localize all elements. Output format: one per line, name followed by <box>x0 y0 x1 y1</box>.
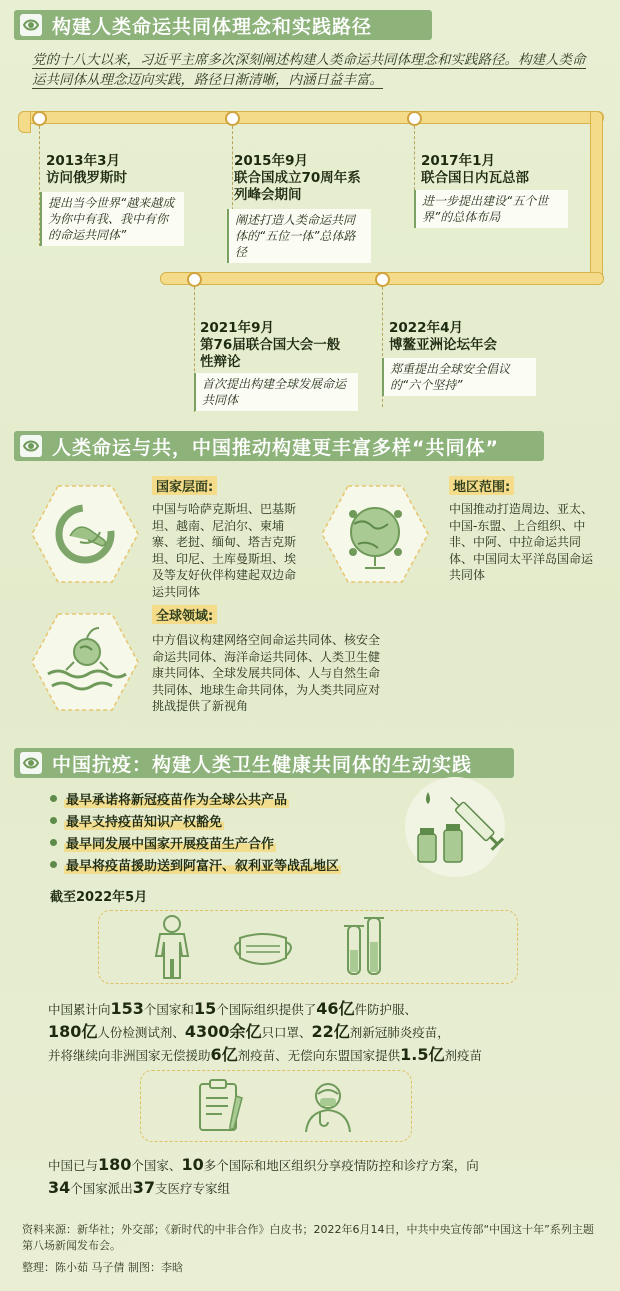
national-text: 中国与哈萨克斯坦、巴基斯坦、越南、尼泊尔、柬埔寨、老挝、缅甸、塔吉克斯坦、印尼、土库曼斯坦、埃及等友好伙伴构建起双边命运共同体 <box>152 502 297 599</box>
regional-text: 中国推动打造周边、亚太、中国-东盟、上合组织、中非、中阿、中拉命运共同体、中国同太平洋岛国命运共同体 <box>449 502 594 582</box>
emblem-icon <box>18 750 44 776</box>
supply-statistics: 中国累计向153个国家和15个国际组织提供了46亿件防护服、 180亿人份检测试剂、4300余亿只口罩、22亿剂新冠肺炎疫苗， 并将继续向非洲国家无偿援助6亿剂疫苗、无偿向东盟国家提供1.5亿剂疫苗 <box>48 999 483 1064</box>
section3-title: 中国抗疫：构建人类卫生健康共同体的生动实践 <box>52 753 473 776</box>
timeline-dot <box>375 272 390 287</box>
sources-note: 资料来源：新华社；外交部；《新时代的中非合作》白皮书；2022年6月14日，中共中央宣传部“中国这十年”系列主题第八场新闻发布会。 <box>22 1223 594 1252</box>
milestone-2022-desc: 郑重提出全球安全倡议的“六个坚持” <box>382 358 536 396</box>
section2-title: 人类命运与共，中国推动构建更丰富多样“共同体” <box>52 436 499 459</box>
bullet-item: 最早承诺将新冠疫苗作为全球公共产品 <box>50 789 289 808</box>
milestone-2017: 2017年1月 联合国日内瓦总部 <box>421 153 529 186</box>
timeline-track-tail <box>18 111 31 133</box>
bullet-item: 最早将疫苗援助送到阿富汗、叙利亚等战乱地区 <box>50 855 341 874</box>
emblem-icon <box>18 12 44 38</box>
mask-icon <box>228 930 298 974</box>
section2-banner <box>14 431 544 461</box>
milestone-2021: 2021年9月 第76届联合国大会一般性辩论 <box>200 320 341 370</box>
national-heading: 国家层面: <box>152 476 217 495</box>
emblem-icon <box>18 433 44 459</box>
handshake-icon <box>30 484 140 584</box>
bullet-item: 最早支持疫苗知识产权豁免 <box>50 811 224 830</box>
timeline-dot <box>407 111 422 126</box>
milestone-2015-desc: 阐述打造人类命运共同体的“五位一体”总体路径 <box>227 209 371 263</box>
timeline-dot <box>225 111 240 126</box>
section1-intro: 党的十八大以来，习近平主席多次深刻阐述构建人类命运共同体理念和实践路径。构建人类命运共同体从理念迈向实践，路径日渐清晰，内涵日益丰富。 <box>32 52 586 88</box>
protective-suit-icon <box>152 914 192 984</box>
timeline-dot <box>187 272 202 287</box>
milestone-2013-desc: 提出当今世界“越来越成为你中有我、我中有你的命运共同体” <box>40 192 184 246</box>
milestone-2017-desc: 进一步提出建设“五个世界”的总体布局 <box>414 190 568 228</box>
credits-note: 整理：陈小茹 马子倩 制图：李晗 <box>22 1261 183 1274</box>
section1-title: 构建人类命运共同体理念和实践路径 <box>52 15 373 38</box>
regional-heading: 地区范围: <box>449 476 514 495</box>
section1-banner <box>14 10 432 40</box>
milestone-2013: 2013年3月 访问俄罗斯时 <box>46 153 127 186</box>
doctor-icon <box>300 1078 356 1138</box>
medical-icon-box <box>140 1070 412 1142</box>
test-tubes-icon <box>340 912 390 984</box>
milestone-2021-desc: 首次提出构建全球发展命运共同体 <box>194 373 358 411</box>
cooperation-statistics: 中国已与180个国家、10多个国际和地区组织分享疫情防控和诊疗方案，向 34个国家派出37支医疗专家组 <box>48 1155 479 1197</box>
bullet-item: 最早同发展中国家开展疫苗生产合作 <box>50 833 276 852</box>
globe-network-icon <box>320 484 430 584</box>
clipboard-icon <box>196 1078 244 1138</box>
as-of-date: 截至2022年5月 <box>50 890 148 905</box>
timeline-track-top <box>18 111 604 124</box>
global-heading: 全球领域: <box>152 605 217 624</box>
milestone-2022: 2022年4月 博鳌亚洲论坛年会 <box>389 320 497 353</box>
earth-hands-icon <box>30 612 140 712</box>
timeline-dot <box>32 111 47 126</box>
milestone-2015: 2015年9月 联合国成立70周年系列峰会期间 <box>234 153 361 203</box>
global-text: 中方倡议构建网络空间命运共同体、核安全命运共同体、海洋命运共同体、人类卫生健康共同体、全球发展共同体、人与自然生命共同体、地球生命共同体，为人类共同应对挑战提供了新视角 <box>152 633 381 713</box>
vaccine-syringe-icon <box>400 772 510 886</box>
timeline-track-bend <box>590 111 603 283</box>
